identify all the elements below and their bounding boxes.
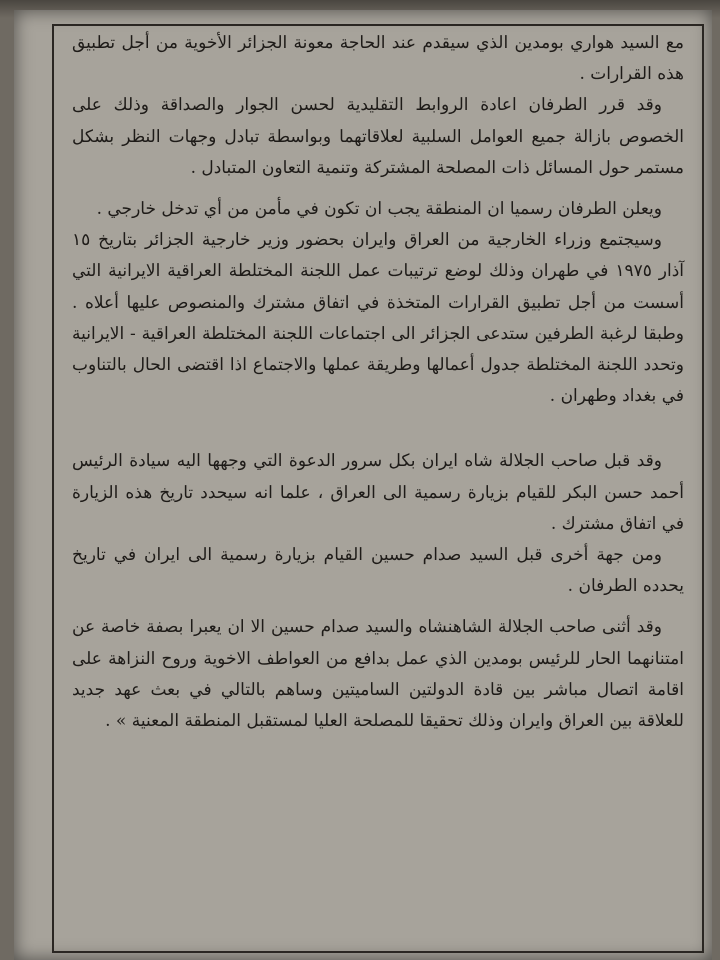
paragraph-4: وسيجتمع وزراء الخارجية من العراق وايران بحضور وزير خارجية الجزائر بتاريخ ١٥ آذار ١٩٧٥ في طهران وذلك لوضع ترتيبات عمل اللجنة المختلطة العراقية الايرانية التي أسست من أجل تطبيق القرارات المتخذة في اتفاق مشترك والمنصوص عليها أعلاه . وطبقا لرغبة الطرفين ستدعى الجزائر الى اجتماعات اللجنة المختلطة العراقية - الايرانية وتحدد اللجنة المختلطة جدول أعمالها وطريقة عملها والاجتماع اذا اقتضى الحال بالتناوب في بغداد وطهران . bbox=[72, 230, 684, 407]
paragraph-6: ومن جهة أخرى قبل السيد صدام حسين القيام بزيارة رسمية الى ايران في تاريخ يحدده الطرفان . bbox=[72, 545, 684, 597]
paragraph-1: مع السيد هواري بومدين الذي سيقدم عند الحاجة معونة الجزائر الأخوية من أجل تطبيق هذه القرارات . bbox=[72, 33, 684, 85]
page-text bbox=[72, 28, 684, 737]
book-page bbox=[14, 10, 712, 960]
paragraph-2: وقد قرر الطرفان اعادة الروابط التقليدية لحسن الجوار والصداقة وذلك على الخصوص بازالة جميع العوامل السلبية لعلاقاتهما وبواسطة تبادل وجهات النظر بشكل مستمر حول المسائل ذات المصلحة المشتركة وتنمية التعاون المتبادل . bbox=[72, 95, 684, 178]
paragraph-7: وقد أثنى صاحب الجلالة الشاهنشاه والسيد صدام حسين الا ان يعبرا بصفة خاصة عن امتنانهما الحار للرئيس بومدين الذي عمل بدافع من العواطف الاخوية وروح النزاهة على اقامة اتصال مباشر بين قادة الدولتين الساميتين وساهم بالتالي في بعث عهد جديد للعلاقة بين العراق وايران وذلك تحقيقا للمصلحة العليا لمستقبل المنطقة المعنية » . bbox=[72, 617, 684, 732]
paragraph-3: ويعلن الطرفان رسميا ان المنطقة يجب ان تكون في مأمن من أي تدخل خارجي . bbox=[96, 199, 662, 220]
paragraph-5: وقد قبل صاحب الجلالة شاه ايران بكل سرور الدعوة التي وجهها اليه سيادة الرئيس أحمد حسن البكر للقيام بزيارة رسمية الى العراق ، علما انه سيحدد تاريخ هذه الزيارة في اتفاق مشترك . bbox=[72, 451, 684, 534]
